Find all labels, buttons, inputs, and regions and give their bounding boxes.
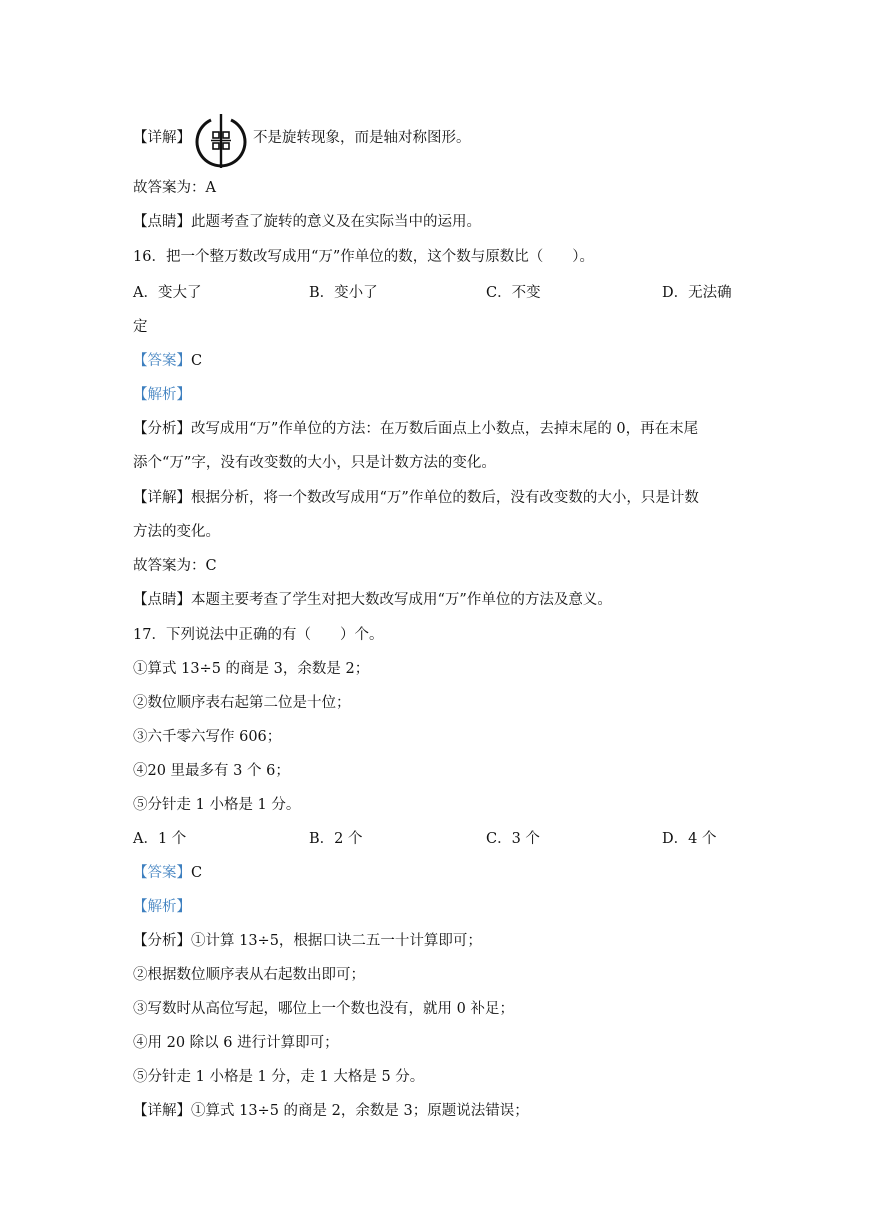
q17-detail-first: ①算式 13÷5 的商是 2，余数是 3；原题说法错误； [191, 1103, 529, 1119]
q17-fenxi-line5: ⑤分针走 1 小格是 1 分，走 1 大格是 5 分。 [133, 1069, 425, 1085]
q16-comment-text: 本题主要考查了学生对把大数改写成用“万”作单位的方法及意义。 [191, 592, 612, 608]
q15-comment-text: 此题考查了旋转的意义及在实际当中的运用。 [191, 214, 481, 230]
q16-detail-text1: 根据分析，将一个数改写成用“万”作单位的数后，没有改变数的大小，只是计数 [191, 490, 699, 506]
q17-statement-4: ④20 里最多有 3 个 6； [133, 763, 290, 779]
q17-option-c: C．3 个 [486, 831, 540, 847]
q17-option-d: D．4 个 [662, 831, 717, 847]
q17-fenxi-line2: ②根据数位顺序表从右起数出即可； [133, 967, 365, 983]
q16-option-b: B．变小了 [309, 285, 378, 301]
q17-analysis-label: 【解析】 [133, 899, 191, 915]
q15-answer-line: 故答案为：A [133, 180, 216, 196]
q16-answer-label: 【答案】 [133, 353, 191, 369]
q16-option-a: A．变大了 [133, 285, 202, 301]
q16-detail-line1 [133, 488, 699, 508]
q17-fenxi-line4: ④用 20 除以 6 进行计算即可； [133, 1035, 339, 1051]
q16-fenxi-text1: 改写成用“万”作单位的方法：在万数后面点上小数点，去掉末尾的 0，再在末尾 [191, 421, 699, 437]
q17-fenxi-line1 [133, 931, 482, 951]
q17-statement-5: ⑤分针走 1 小格是 1 分。 [133, 797, 301, 813]
q17-option-b: B．2 个 [309, 831, 363, 847]
q16-option-d: D．无法确 [662, 285, 732, 301]
q15-comment-line [133, 212, 481, 232]
q17-answer-value: C [191, 865, 203, 881]
q17-answer-line [133, 863, 202, 883]
q17-statement-2: ②数位顺序表右起第二位是十位； [133, 695, 351, 711]
q16-final-answer: 故答案为：C [133, 558, 217, 574]
q17-option-a: A．1 个 [133, 831, 187, 847]
q16-detail-line2: 方法的变化。 [133, 524, 220, 540]
q15-detail-text: 不是旋转现象，而是轴对称图形。 [253, 130, 471, 146]
q17-fenxi-line3: ③写数时从高位写起，哪位上一个数也没有，就用 0 补足； [133, 1001, 514, 1017]
q16-detail-label: 【详解】 [133, 490, 191, 506]
q16-fenxi-label: 【分析】 [133, 421, 191, 437]
q16-analysis-label: 【解析】 [133, 387, 191, 403]
q16-answer-value: C [191, 353, 203, 369]
q16-option-c: C．不变 [486, 285, 541, 301]
q16-answer-line [133, 351, 202, 371]
q17-question: 17．下列说法中正确的有（ ）个。 [133, 627, 384, 643]
q17-answer-label: 【答案】 [133, 865, 191, 881]
q15-detail-label: 【详解】 [133, 130, 191, 146]
q16-question: 16．把一个整万数改写成用“万”作单位的数，这个数与原数比（ ）。 [133, 249, 595, 265]
q16-fenxi-line2: 添个“万”字，没有改变数的大小，只是计数方法的变化。 [133, 455, 496, 471]
q17-statement-3: ③六千零六写作 606； [133, 729, 282, 745]
q17-fenxi-first: ①计算 13÷5，根据口诀二五一十计算即可； [191, 933, 482, 949]
q17-fenxi-label: 【分析】 [133, 933, 191, 949]
q15-detail-line [133, 128, 471, 148]
q16-comment-line [133, 590, 612, 610]
q15-comment-label: 【点睛】 [133, 214, 191, 230]
q16-fenxi-line1 [133, 419, 698, 439]
q17-statement-1: ①算式 13÷5 的商是 3，余数是 2； [133, 661, 370, 677]
q16-comment-label: 【点睛】 [133, 592, 191, 608]
q17-detail-line1 [133, 1101, 529, 1121]
q17-detail-label: 【详解】 [133, 1103, 191, 1119]
circular-seal-logo-icon [193, 112, 249, 170]
q16-option-wrap: 定 [133, 319, 148, 335]
